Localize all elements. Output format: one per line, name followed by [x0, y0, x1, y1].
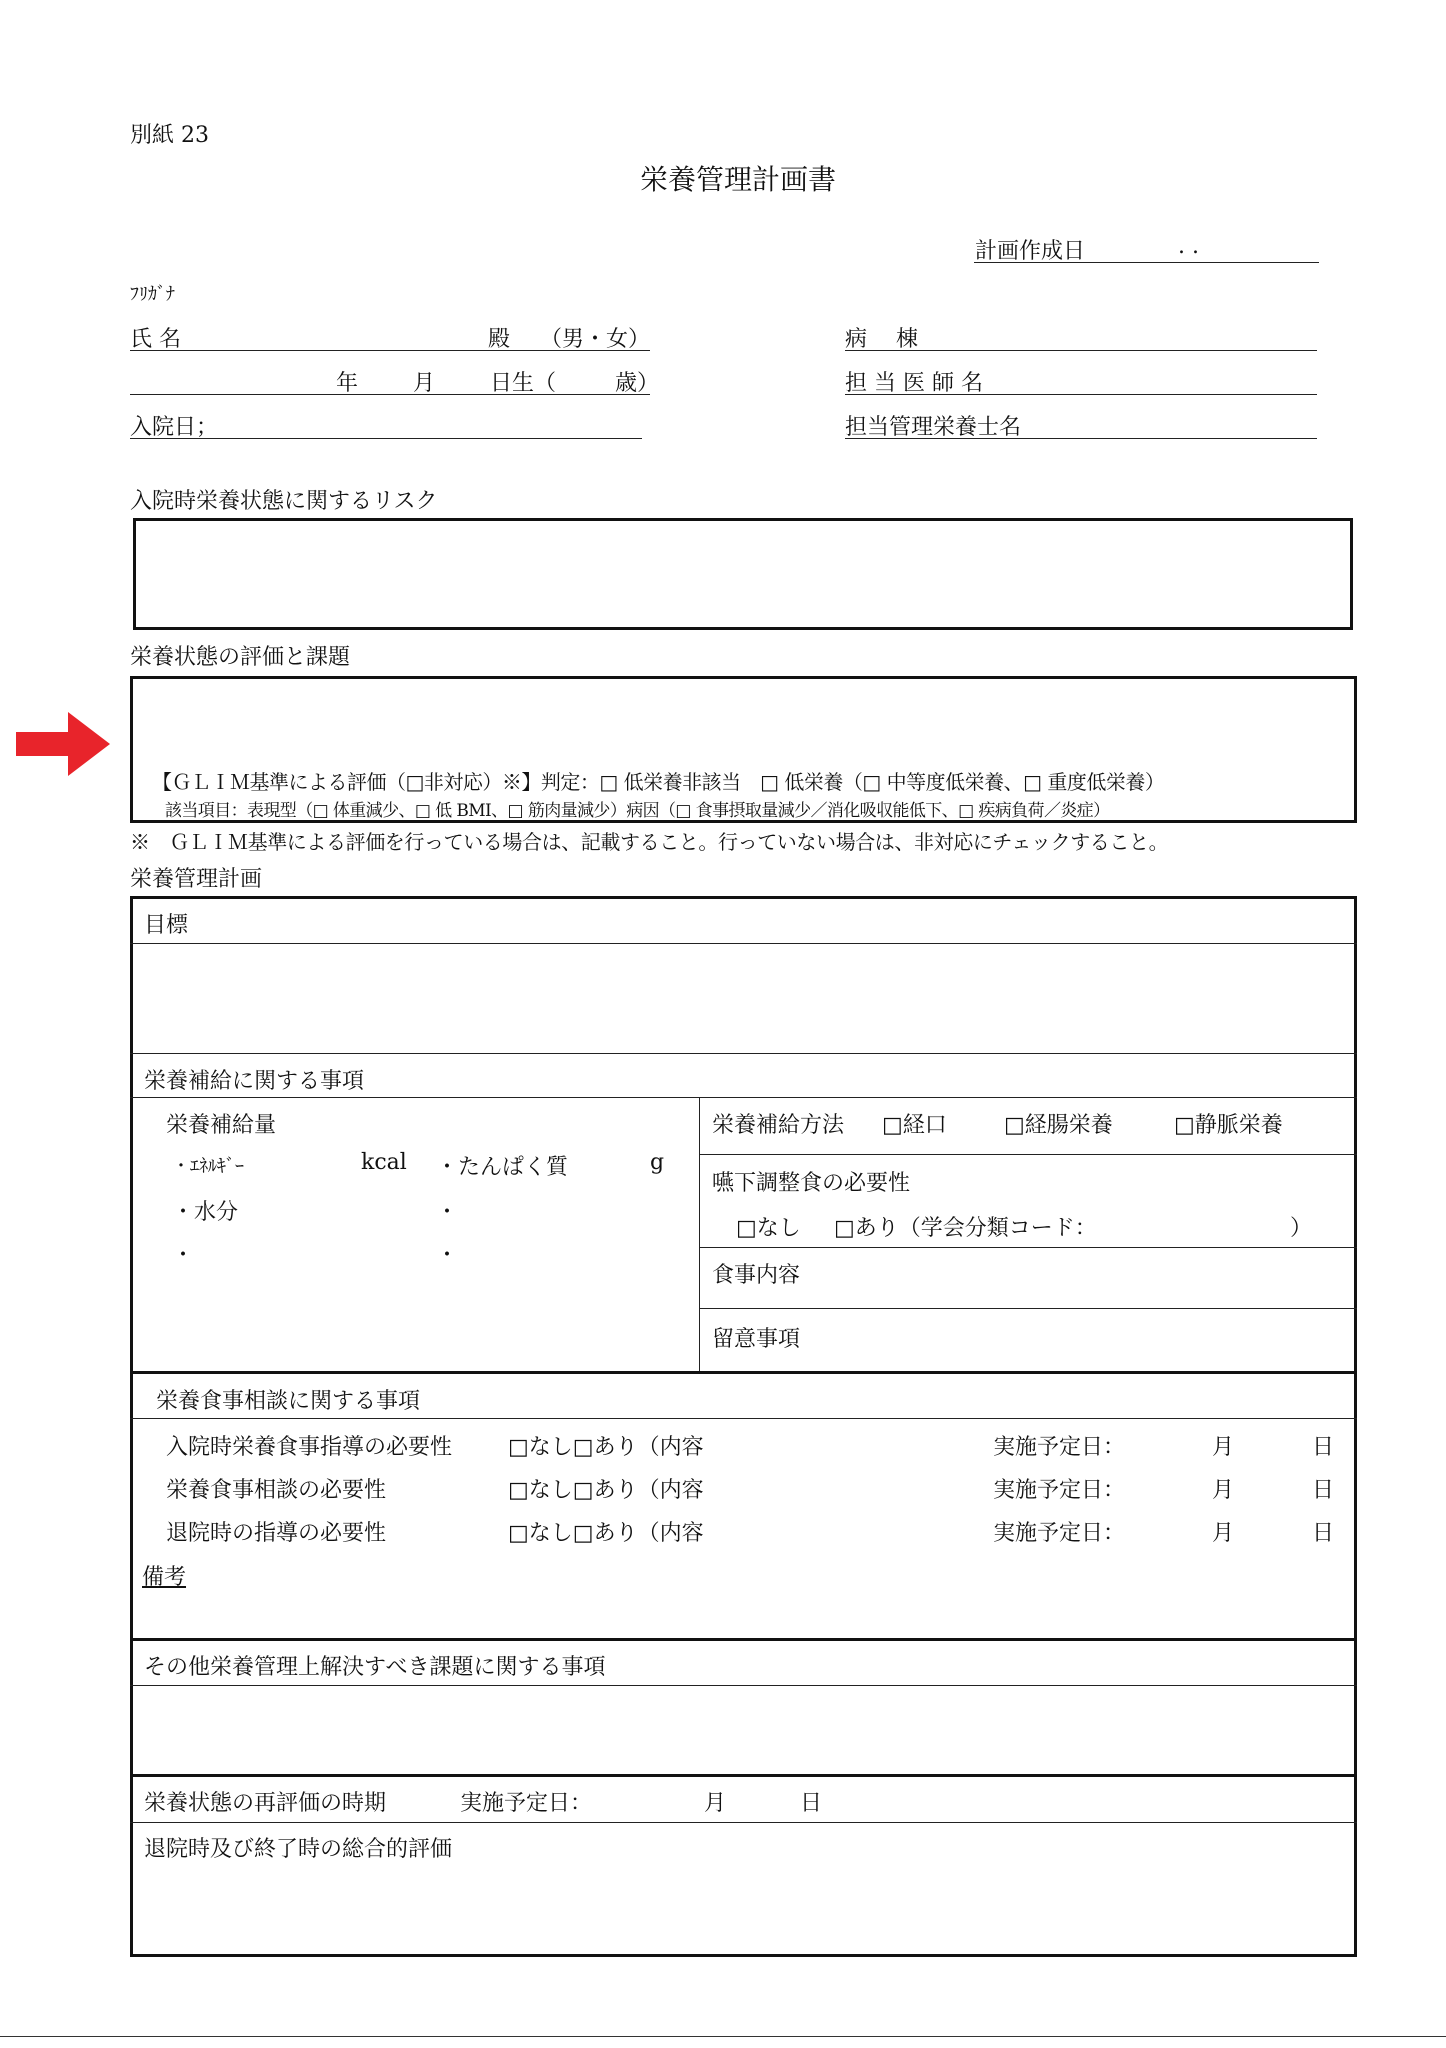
- water-label: ・水分: [172, 1200, 239, 1225]
- supply-bottom-line: [130, 1371, 1357, 1374]
- ward-underline: [845, 350, 1317, 351]
- counsel-row-2-date-label: 実施予定日：: [993, 1478, 1126, 1503]
- other-header-line: [130, 1685, 1357, 1686]
- gram-unit: g: [650, 1150, 665, 1175]
- honorific: 殿: [488, 327, 511, 352]
- counsel-row-1-options[interactable]: □なし□あり（内容: [508, 1435, 704, 1460]
- dysphagia-label: 嚥下調整食の必要性: [712, 1171, 911, 1196]
- goal-label: 目標: [144, 913, 189, 938]
- method-iv-checkbox[interactable]: □静脈栄養: [1174, 1113, 1283, 1138]
- bullet-3b: ・: [436, 1243, 459, 1268]
- kcal-unit: kcal: [361, 1150, 407, 1175]
- reassess-date-label: 実施予定日：: [460, 1791, 593, 1816]
- glim-applicable-items: 該当項目：表現型（□ 体重減少、□ 低 BMI、□ 筋肉量減少）病因（□ 食事摂取量減少／消化吸収能低下、□ 疾病負荷／炎症）: [165, 801, 1110, 821]
- birth-day: 日生（: [490, 371, 557, 396]
- goal-field[interactable]: [133, 946, 1354, 1052]
- risk-box[interactable]: [133, 518, 1353, 630]
- remarks-label: 備考: [142, 1565, 187, 1590]
- reassess-day: 日: [800, 1791, 823, 1816]
- plan-section-label: 栄養管理計画: [130, 867, 263, 892]
- birth-underline: [130, 394, 650, 395]
- reassess-label: 栄養状態の再評価の時期: [144, 1791, 387, 1816]
- dietitian-underline: [845, 438, 1317, 439]
- method-divider: [699, 1154, 1357, 1155]
- counsel-row-2-label: 栄養食事相談の必要性: [166, 1478, 387, 1503]
- dietitian-label: 担当管理栄養士名: [845, 415, 1022, 440]
- supply-method-label: 栄養補給方法: [712, 1113, 845, 1138]
- bullet-2b: ・: [436, 1200, 459, 1225]
- supply-section-label: 栄養補給に関する事項: [144, 1069, 365, 1094]
- counsel-section-label: 栄養食事相談に関する事項: [156, 1389, 421, 1414]
- attachment-number: 別紙 23: [130, 123, 209, 148]
- supply-vertical-divider: [699, 1097, 700, 1371]
- admission-label: 入院日；: [130, 415, 219, 440]
- counsel-row-2-day: 日: [1312, 1478, 1335, 1503]
- counsel-bottom-line: [130, 1638, 1357, 1641]
- counsel-header-line: [130, 1418, 1357, 1419]
- risk-section-label: 入院時栄養状態に関するリスク: [130, 489, 438, 514]
- method-enteral-checkbox[interactable]: □経腸栄養: [1004, 1113, 1113, 1138]
- counsel-row-2-options[interactable]: □なし□あり（内容: [508, 1478, 704, 1503]
- counsel-row-2-month: 月: [1212, 1478, 1235, 1503]
- counsel-row-1-month: 月: [1212, 1435, 1235, 1460]
- counsel-row-3-options[interactable]: □なし□あり（内容: [508, 1521, 704, 1546]
- name-underline: [130, 350, 650, 351]
- ward-label: 病 棟: [845, 327, 918, 352]
- counsel-row-3-label: 退院時の指導の必要性: [166, 1521, 387, 1546]
- dysphagia-close-paren: ）: [1290, 1216, 1313, 1241]
- dysphagia-yes-checkbox[interactable]: □あり（学会分類コード：: [834, 1216, 1097, 1241]
- birth-year: 年: [336, 371, 359, 396]
- furigana-label: ﾌﾘｶﾞﾅ: [130, 284, 175, 305]
- age-suffix: 歳）: [615, 371, 660, 396]
- plan-date-label: 計画作成日: [975, 239, 1086, 264]
- method-oral-checkbox[interactable]: □経口: [882, 1113, 947, 1138]
- dysphagia-none-checkbox[interactable]: □なし: [736, 1216, 801, 1241]
- admission-underline: [130, 438, 642, 439]
- goal-bottom-line: [130, 1053, 1357, 1054]
- caution-label: 留意事項: [712, 1327, 801, 1352]
- protein-label: ・たんぱく質: [436, 1155, 569, 1180]
- reassess-month: 月: [704, 1791, 727, 1816]
- counsel-row-3-month: 月: [1212, 1521, 1235, 1546]
- other-bottom-line: [130, 1774, 1357, 1777]
- final-evaluation-label: 退院時及び終了時の総合的評価: [144, 1837, 453, 1862]
- meal-divider: [699, 1308, 1357, 1309]
- glim-judgement-line: 【ＧＬＩＭ基準による評価（□非対応）※】判定：□ 低栄養非該当 □ 低栄養（□ 中等度低栄養、□ 重度低栄養）: [152, 770, 1165, 794]
- doctor-underline: [845, 394, 1317, 395]
- supply-header-line: [130, 1097, 1357, 1098]
- reassess-bottom-line: [130, 1822, 1357, 1823]
- plan-date-underline: [974, 262, 1319, 263]
- goal-divider: [130, 943, 1357, 944]
- glim-note: ※ ＧＬＩＭ基準による評価を行っている場合は、記載すること。行っていない場合は、非対応にチェックすること。: [130, 830, 1169, 854]
- counsel-row-3-date-label: 実施予定日：: [993, 1521, 1126, 1546]
- document-title: 栄養管理計画書: [640, 163, 837, 196]
- plan-date-dots: . .: [1178, 234, 1199, 259]
- counsel-row-1-label: 入院時栄養食事指導の必要性: [166, 1435, 453, 1460]
- supply-amount-label: 栄養補給量: [166, 1113, 277, 1138]
- red-arrow-icon: [16, 712, 112, 776]
- other-section-label: その他栄養管理上解決すべき課題に関する事項: [144, 1655, 606, 1680]
- name-label: 氏 名: [130, 327, 181, 352]
- evaluation-section-label: 栄養状態の評価と課題: [130, 645, 351, 670]
- page-bottom-rule: [0, 2036, 1446, 2037]
- sex-options: （男・女）: [540, 327, 651, 352]
- energy-label: ・ｴﾈﾙｷﾞｰ: [172, 1156, 244, 1177]
- counsel-row-1-date-label: 実施予定日：: [993, 1435, 1126, 1460]
- final-evaluation-field[interactable]: [133, 1866, 1354, 1954]
- dysphagia-divider: [699, 1247, 1357, 1248]
- doctor-label: 担 当 医 師 名: [845, 371, 983, 396]
- other-field[interactable]: [133, 1688, 1354, 1773]
- birth-month: 月: [413, 371, 436, 396]
- bullet-3a: ・: [172, 1243, 195, 1268]
- meal-content-label: 食事内容: [712, 1263, 801, 1288]
- counsel-row-3-day: 日: [1312, 1521, 1335, 1546]
- counsel-row-1-day: 日: [1312, 1435, 1335, 1460]
